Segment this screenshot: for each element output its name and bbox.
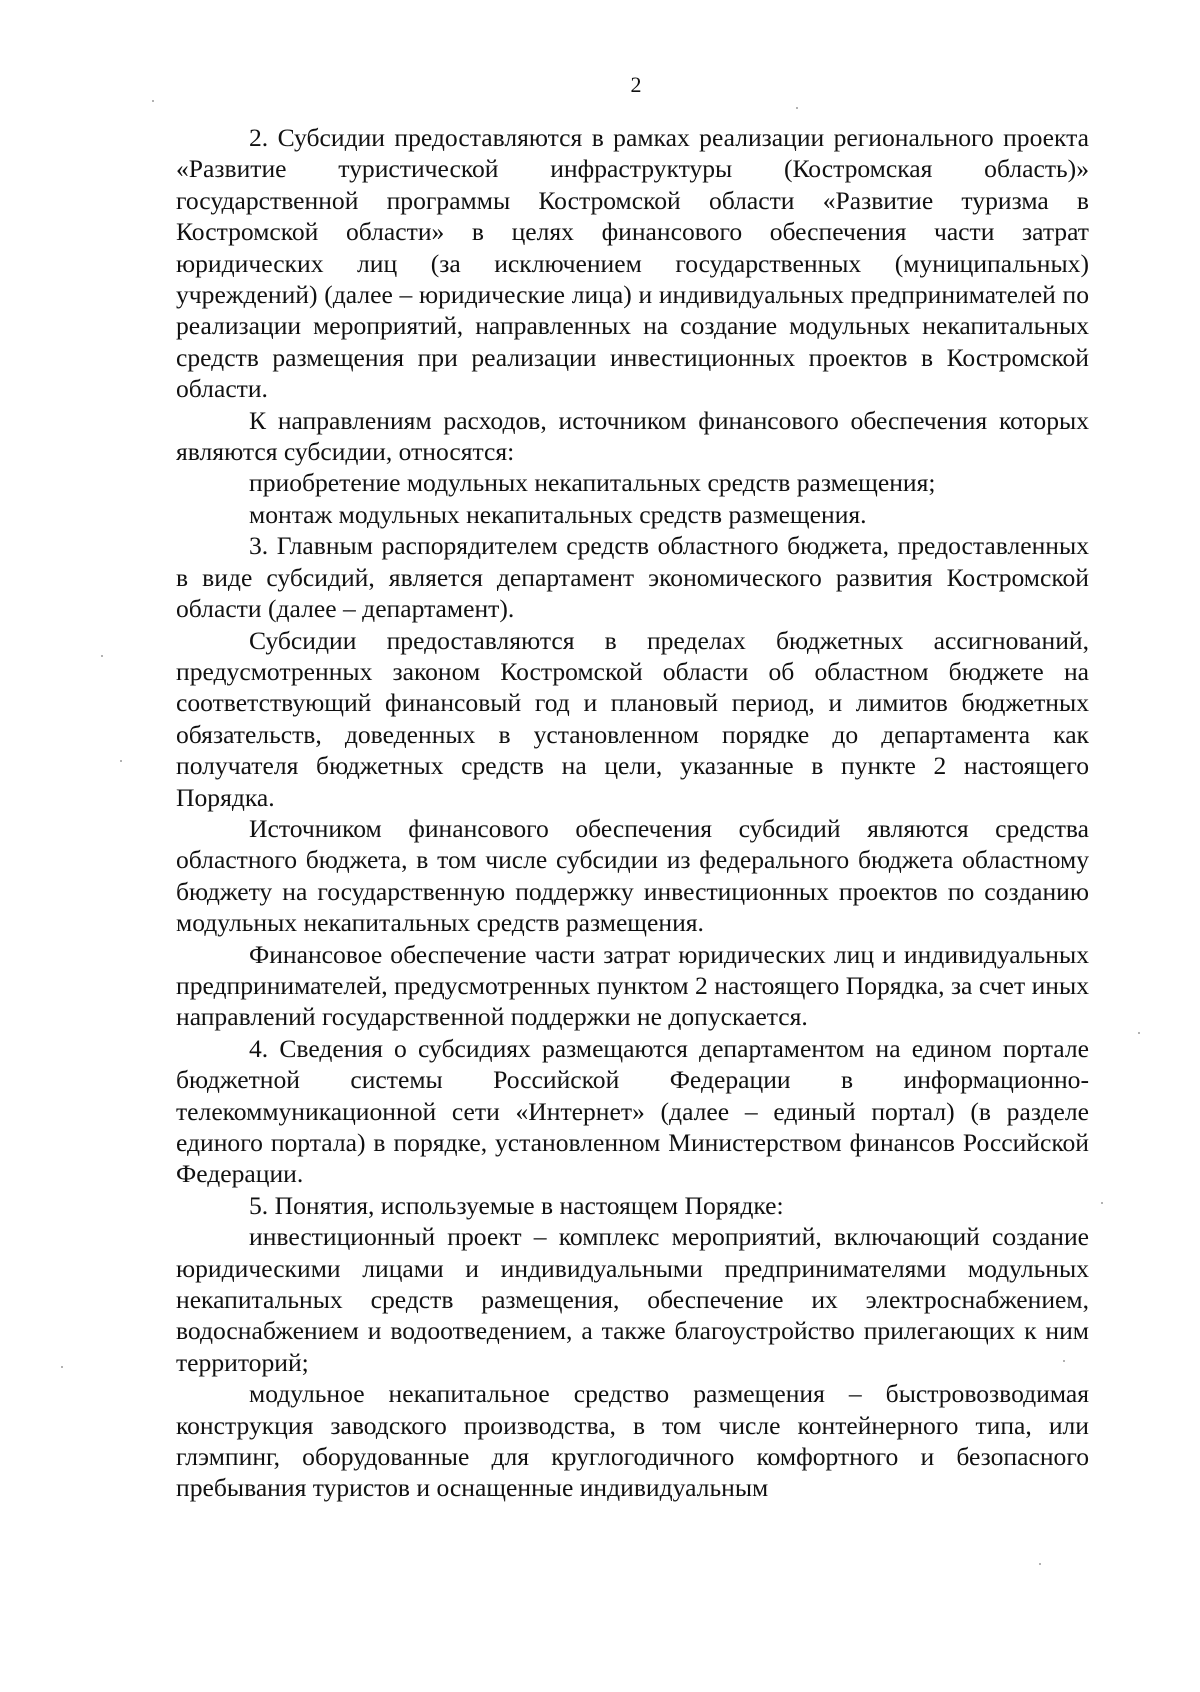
scan-speck	[61, 1366, 63, 1368]
scan-speck	[152, 100, 154, 102]
paragraph-subsidy-purpose: 2. Субсидии предоставляются в рамках реализации регионального проекта «Развитие туристической инфраструктуры (Костромская область)» государственной программы Костромской области «Развитие туризма в Костромской области» в целях финансового обеспечения части затрат юридических лиц (за исключением государственных (муниципальных) учреждений) (далее – юридические лица) и индивидуальных предпринимателей по реализации мероприятий, направленных на создание модульных некапитальных средств размещения при реализации инвестиционных проектов в Костромской области.	[176, 123, 1089, 404]
scan-speck	[120, 760, 122, 762]
paragraph-chief-administrator: 3. Главным распорядителем средств областного бюджета, предоставленных в виде субсидий, является департамент экономического развития Костромской области (далее – департамент).	[176, 531, 1089, 624]
paragraph-no-double-support: Финансовое обеспечение части затрат юридических лиц и индивидуальных предпринимателей, предусмотренных пунктом 2 настоящего Порядка, за счет иных направлений государственной поддержки не допускается.	[176, 939, 1089, 1032]
paragraph-unified-portal: 4. Сведения о субсидиях размещаются департаментом на едином портале бюджетной системы Российской Федерации в информационно-телекоммуникационной сети «Интернет» (далее – единый портал) (в разделе единого портала) в порядке, установленном Министерством финансов Российской Федерации.	[176, 1033, 1089, 1189]
scan-speck	[1101, 1202, 1103, 1204]
scan-speck	[1063, 1360, 1065, 1362]
paragraph-budget-limits: Субсидии предоставляются в пределах бюджетных ассигнований, предусмотренных законом Костромской области об областном бюджете на соответствующий финансовый год и плановый период, и лимитов бюджетных обязательств, доведенных в установленном порядке до департамента как получателя бюджетных средств на цели, указанные в пункте 2 настоящего Порядка.	[176, 625, 1089, 812]
paragraph-modular-facility-definition: модульное некапитальное средство размещения – быстровозводимая конструкция заводского производства, в том числе контейнерного типа, или глэмпинг, оборудованные для круглогодичного комфортного и безопасного пребывания туристов и оснащенные индивидуальным	[176, 1379, 1089, 1503]
scan-speck	[1138, 1032, 1140, 1034]
paragraph-funding-source: Источником финансового обеспечения субсидий являются средства областного бюджета, в том числе субсидии из федерального бюджета областному бюджету на государственную поддержку инвестиционных проектов по созданию модульных некапитальных средств размещения.	[176, 813, 1089, 938]
scan-speck	[796, 107, 798, 109]
paragraph-acquisition: приобретение модульных некапитальных средств размещения;	[249, 468, 936, 498]
paragraph-expense-directions: К направлениям расходов, источником финансового обеспечения которых являются субсидии, относятся:	[176, 405, 1089, 467]
document-body	[176, 122, 1089, 1504]
paragraph-definitions-heading: 5. Понятия, используемые в настоящем Порядке:	[249, 1190, 784, 1220]
paragraph-investment-project-definition: инвестиционный проект – комплекс мероприятий, включающий создание юридическими лицами и индивидуальными предпринимателями модульных некапитальных средств размещения, обеспечение их электроснабжением, водоснабжением и водоотведением, а также благоустройство прилегающих к ним территорий;	[176, 1222, 1089, 1377]
paragraph-installation: монтаж модульных некапитальных средств размещения.	[249, 499, 867, 529]
scan-speck	[101, 655, 103, 657]
scan-speck	[1039, 1563, 1041, 1565]
page-number: 2	[630, 72, 642, 97]
